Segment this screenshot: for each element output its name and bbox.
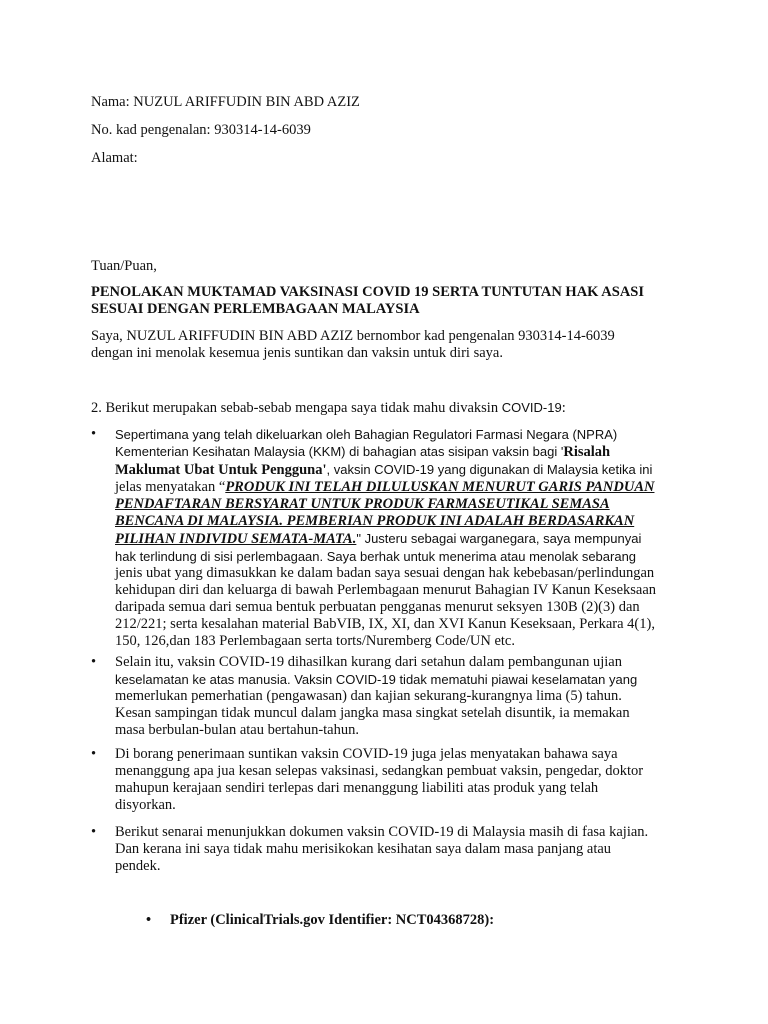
point-2-heading [91,399,691,417]
bullet-icon: • [91,654,97,670]
point-2-covid: COVID-19 [501,400,562,415]
b2-line: Selain itu, vaksin COVID-19 dihasilkan kurang dari setahun dalam pembangunan ujian [115,654,622,670]
pfizer-item: Pfizer (ClinicalTrials.gov Identifier: NCT04368728): [170,912,495,928]
b1-line: Maklumat Ubat Untuk Pengguna', vaksin COVID-19 yang digunakan di Malaysia ketika ini [115,462,653,478]
b2-line: memerlukan pemerhatian (pengawasan) dan kajian sekurang-kurangnya lima (5) tahun. [115,688,622,704]
bullet-icon: • [91,426,97,442]
reasons-list-4 [91,824,691,875]
b3-line: mahupun kerajaan sendiri terlepas dari menanggung liabiliti atas produk yang telah [115,780,599,796]
address-line: Alamat: [91,150,138,166]
b1-line: kehidupan diri dan keluarga di bawah Perlembagaan menurut Bahagian IV Kanun Keseksaan [115,582,657,598]
reasons-list [91,426,691,650]
intro-paragraph [91,328,691,362]
b1-line: jenis ubat yang dimasukkan ke dalam badan saya sesuai dengan hak kebebasan/perlindungan [115,565,655,581]
b1-line: PENDAFTARAN BERSYARAT UNTUK PRODUK FARMASEUTIKAL SEMASA [115,496,610,512]
ic-line: No. kad pengenalan: 930314-14-6039 [91,122,311,138]
point-2-text: 2. Berikut merupakan sebab-sebab mengapa saya tidak mahu divaksin [91,400,502,416]
name-line: Nama: NUZUL ARIFFUDIN BIN ABD AZIZ [91,94,360,110]
b4-line: Berikut senarai menunjukkan dokumen vaksin COVID-19 di Malaysia masih di fasa kajian. [115,824,649,840]
b1-line: 150, 126,dan 183 Perlembagaan serta torts/Nuremberg Code/UN etc. [115,633,515,649]
b3-line: menanggung apa jua kesan selepas vaksinasi, sedangkan pembuat vaksin, pengedar, doktor [115,763,644,779]
b3-line: disyorkan. [115,797,176,813]
bullet-icon: • [91,746,97,762]
b3-line: Di borang penerimaan suntikan vaksin COVID-19 juga jelas menyatakan bahawa saya [115,746,618,762]
list-item [91,426,691,650]
intro-line-2: dengan ini menolak kesemua jenis suntikan dan vaksin untuk diri saya. [91,345,503,361]
bullet-icon: • [91,824,97,840]
b2-line: masa berbulan-bulan atau bertahun-tahun. [115,722,359,738]
point-2-colon: : [561,400,566,416]
intro-line-1: Saya, NUZUL ARIFFUDIN BIN ABD AZIZ bernombor kad pengenalan 930314-14-6039 [91,328,615,344]
b1-line: PILIHAN INDIVIDU SEMATA-MATA." Justeru sebagai warganegara, saya mempunyai [115,531,642,547]
b1-line: BENCANA DI MALAYSIA. PEMBERIAN PRODUK INI ADALAH BERDASARKAN [115,513,635,529]
b1-line: hak terlindung di sisi perlembagaan. Saya berhak untuk menerima atau menolak sebarang [115,549,637,564]
list-item [91,824,691,875]
b1-line: daripada semua dari semua bentuk perbuatan pengganas menurut seksyen 130B (2)(3) dan [115,599,640,615]
list-item [91,746,691,814]
bullet-icon: • [146,912,152,928]
reasons-list-2 [91,654,691,739]
list-item [91,654,691,739]
b1-line: 212/221; serta kesalahan material BabVIB, IX, XI, dan XVI Kanun Keseksaan, Perkara 4(1), [115,616,655,632]
b2-line: keselamatan ke atas manusia. Vaksin COVID-19 tidak mematuhi piawai keselamatan yang [115,672,638,687]
reasons-list-3 [91,746,691,814]
letter-title [91,284,691,318]
sub-list-item [146,912,494,929]
b1-line: jelas menyatakan “PRODUK INI TELAH DILULUSKAN MENURUT GARIS PANDUAN [115,479,655,495]
b1-line: Kementerian Kesihatan Malaysia (KKM) di bahagian atas sisipan vaksin bagi 'Risalah [115,444,611,460]
salutation: Tuan/Puan, [91,258,157,274]
b4-line: Dan kerana ini saya tidak mahu merisikokan kesihatan saya dalam masa panjang atau [115,841,612,857]
b1-line: Sepertimana yang telah dikeluarkan oleh Bahagian Regulatori Farmasi Negara (NPRA) [115,427,618,442]
b2-line: Kesan sampingan tidak muncul dalam jangka masa singkat setelah disuntik, ia memakan [115,705,630,721]
b4-line: pendek. [115,858,161,874]
letter-title-line-1: PENOLAKAN MUKTAMAD VAKSINASI COVID 19 SERTA TUNTUTAN HAK ASASI [91,284,644,300]
letter-title-line-2: SESUAI DENGAN PERLEMBAGAAN MALAYSIA [91,301,420,317]
